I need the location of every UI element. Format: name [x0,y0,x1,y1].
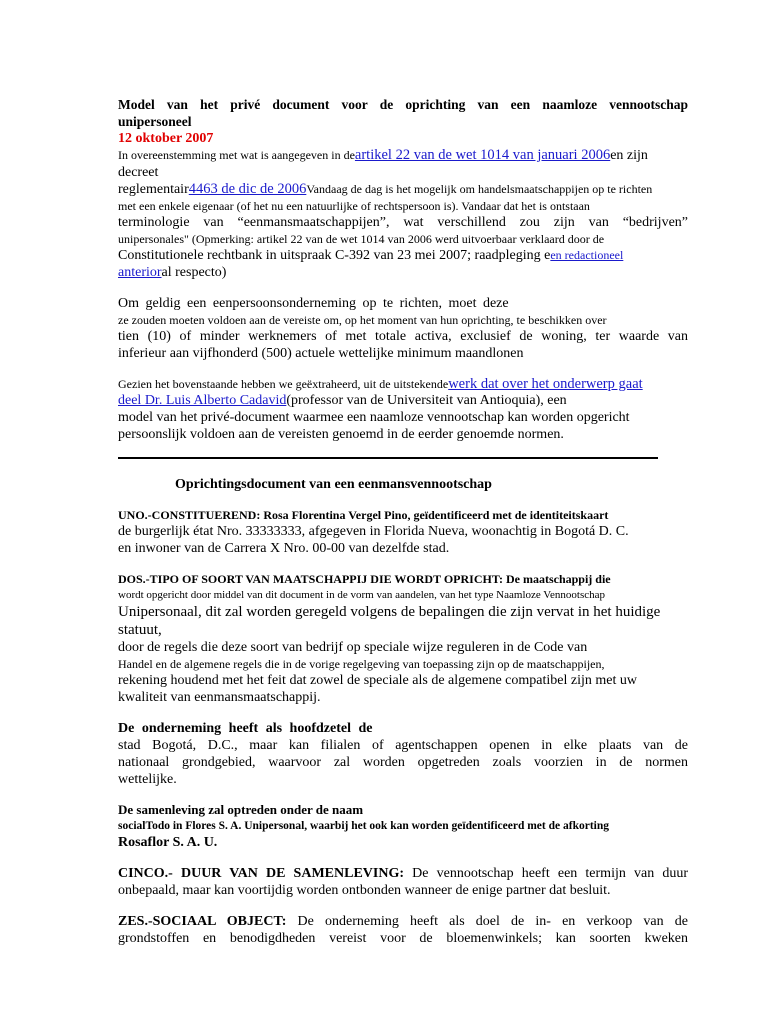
source-paragraph: Gezien het bovenstaande hebben we geëxtraheerd, uit de uitstekendewerk dat over het onderwerp gaat deel Dr. Luis Alberto Cadavid(professor van de Universiteit van Antioquia), een model van het privé-document waarmee een naamloze vennootschap kan worden opgericht persoonslijk voldoen aan de vereisten genoemd in de eerder genoemde normen. [118,376,643,442]
link-anterior[interactable]: anterior [118,265,162,280]
document-date: 12 oktober 2007 [118,131,214,146]
horizontal-rule [118,457,658,459]
clause-hoofdzetel: De onderneming heeft als hoofdzetel de stad Bogotá, D.C., maar kan filialen of agentschappen openen in elke plaats van de nationaal grondgebied, waarvoor zal worden opgetreden zoals voorzien in de normen wettelijke. [118,721,688,787]
clause-uno: UNO.-CONSTITUEREND: Rosa Florentina Vergel Pino, geïdentificeerd met de identiteitskaart de burgerlijk état Nro. 33333333, afgegeven in Florida Nueva, woonachtig in Bogotá D. C. en inwoner van de Carrera X Nro. 00-00 van dezelfde stad. [118,508,629,556]
intro-paragraph: In overeenstemming met wat is aangegeven in deartikel 22 van de wet 1014 van januari 2006en zijn decreet reglementair4463 de dic de 2006Vandaag de dag is het mogelijk om handelsmaatschappijen op te richten met een enkele eigenaar (of het nu een natuurlijke of rechtspersoon is). Vandaar dat het is ontstaan terminologie van “eenmansmaatschappijen”, wat verschillend zou zijn van “bedrijven” unipersonales" (Opmerking: artikel 22 van de wet 1014 van 2006 werd uitvoerbaar verklaard door de Constitutionele rechtbank in uitspraak C-392 van 23 mei 2007; raadpleging een redactioneel anterioral respecto) [118,147,688,280]
document-title-cont: unipersoneel [118,114,192,129]
clause-cinco: CINCO.- DUUR VAN DE SAMENLEVING: De vennootschap heeft een termijn van duur onbepaald, maar kan voortijdig worden ontbonden wanneer de enige partner dat besluit. [118,866,689,898]
link-artikel-22[interactable]: artikel 22 van de wet 1014 van januari 2006 [354,147,611,163]
link-decreet-4463[interactable]: 4463 de dic de 2006 [188,181,307,197]
document-page [118,96,688,947]
clause-zes: ZES.-SOCIAAL OBJECT: De onderneming heeft als doel de in- en verkoop van de grondstoffen en benodigdheden vereist voor de bloemenwinkels; kan soorten kweken [118,914,688,946]
link-cadavid[interactable]: deel Dr. Luis Alberto Cadavid [118,393,287,408]
section-heading: Oprichtingsdocument van een eenmansvennootschap [175,477,492,492]
link-werk-onderwerp[interactable]: werk dat over het onderwerp gaat [448,376,643,392]
document-title: Model van het privé document voor de oprichting van een naamloze vennootschap [118,97,688,112]
clause-dos: DOS.-TIPO OF SOORT VAN MAATSCHAPPIJ DIE WORDT OPRICHT: De maatschappij die wordt opgericht door middel van dit document in de vorm van aandelen, van het type Naamloze Vennootschap Unipersonaal, dit zal worden geregeld volgens de bepalingen die zijn vervat in het huidige statuut, door de regels die deze soort van bedrijf op speciale wijze reguleren in de Code van Handel en de algemene regels die in de vorige regelgeving van toepassing zijn op de maatschappijen, rekening houdend met het feit dat zowel de speciale als de algemene compatibel zijn met uw kwaliteit van eenmansmaatschappij. [118,572,661,705]
requirements-paragraph: Om geldig een eenpersoonsonderneming op te richten, moet deze ze zouden moeten voldoen aan de vereiste om, op het moment van hun oprichting, te beschikken over tien (10) of minder werknemers of met totale activa, exclusief de woning, ter waarde van inferieur aan vijfhonderd (500) actuele wettelijke minimum maandlonen [118,296,688,361]
link-redactioneel[interactable]: en redactioneel [550,248,624,262]
clause-naam: De samenleving zal optreden onder de naam socialTodo in Flores S. A. Unipersonal, waarbij het ook kan worden geïdentificeerd met de afkorting Rosaflor S. A. U. [118,802,609,850]
